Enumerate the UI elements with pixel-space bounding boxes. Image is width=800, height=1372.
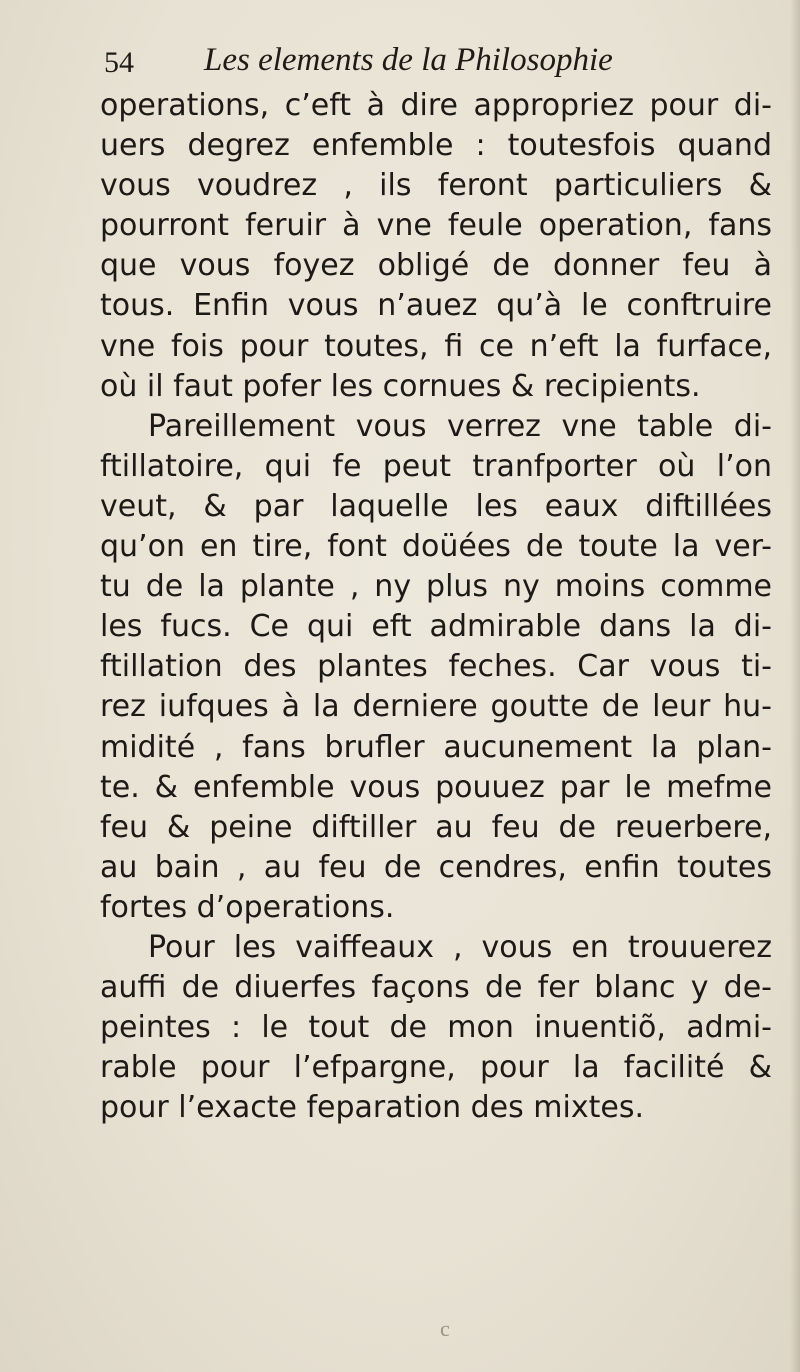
text-line: les fucs. Ce qui eft admirable dans la di- <box>100 609 772 645</box>
page-edge-shadow <box>790 0 800 1372</box>
signature-mark: c <box>440 1316 450 1341</box>
text-line: où il faut pofer les cornues & recipients. <box>100 368 701 404</box>
text-line: vne fois pour toutes, fi ce n’eft la furface, <box>100 328 772 364</box>
text-line: tous. Enfin vous n’auez qu’à le conftruire <box>100 288 772 324</box>
text-line: fortes d’operations. <box>100 889 395 925</box>
text-line: vous voudrez , ils feront particuliers & <box>100 168 772 204</box>
text-line: feu & peine diftiller au feu de reuerbere, <box>100 809 772 845</box>
text-line: te. & enfemble vous pouuez par le mefme <box>100 769 772 805</box>
text-line: operations, c’eft à dire appropriez pour di- <box>100 88 772 123</box>
text-line: uers degrez enfemble : toutesfois quand <box>100 128 772 164</box>
text-line: pourront feruir à vne feule operation, fans <box>100 208 772 244</box>
text-line: tu de la plante , ny plus ny moins comme <box>100 569 772 605</box>
page-number: 54 <box>104 46 134 79</box>
text-line: Pour les vaiffeaux , vous en trouuerez <box>148 929 772 965</box>
page-header <box>104 42 704 86</box>
text-line: pour l’exacte feparation des mixtes. <box>100 1090 644 1126</box>
text-line: au bain , au feu de cendres, enfin toutes <box>100 849 772 885</box>
text-line: Pareillement vous verrez vne table di- <box>148 408 772 444</box>
text-line: ftillation des plantes feches. Car vous ti- <box>100 649 772 685</box>
text-line: midité , fans brufler aucunement la plan- <box>100 729 772 765</box>
text-line: rez iufques à la derniere goutte de leur hu- <box>100 689 772 725</box>
text-line: qu’on en tire, font doüées de toute la ver- <box>100 529 772 565</box>
running-head: Les elements de la Philosophie <box>204 42 613 78</box>
text-line: que vous foyez obligé de donner feu à <box>100 248 772 284</box>
body-text <box>100 86 772 1128</box>
text-line: veut, & par laquelle les eaux diftillées <box>100 488 772 524</box>
text-line: peintes : le tout de mon inuentiõ, admi- <box>100 1010 772 1046</box>
text-line: auffi de diuerfes façons de fer blanc y de- <box>100 970 772 1006</box>
text-line: ftillatoire, qui fe peut tranfporter où l’on <box>100 448 772 484</box>
text-line: rable pour l’efpargne, pour la facilité & <box>100 1050 772 1086</box>
